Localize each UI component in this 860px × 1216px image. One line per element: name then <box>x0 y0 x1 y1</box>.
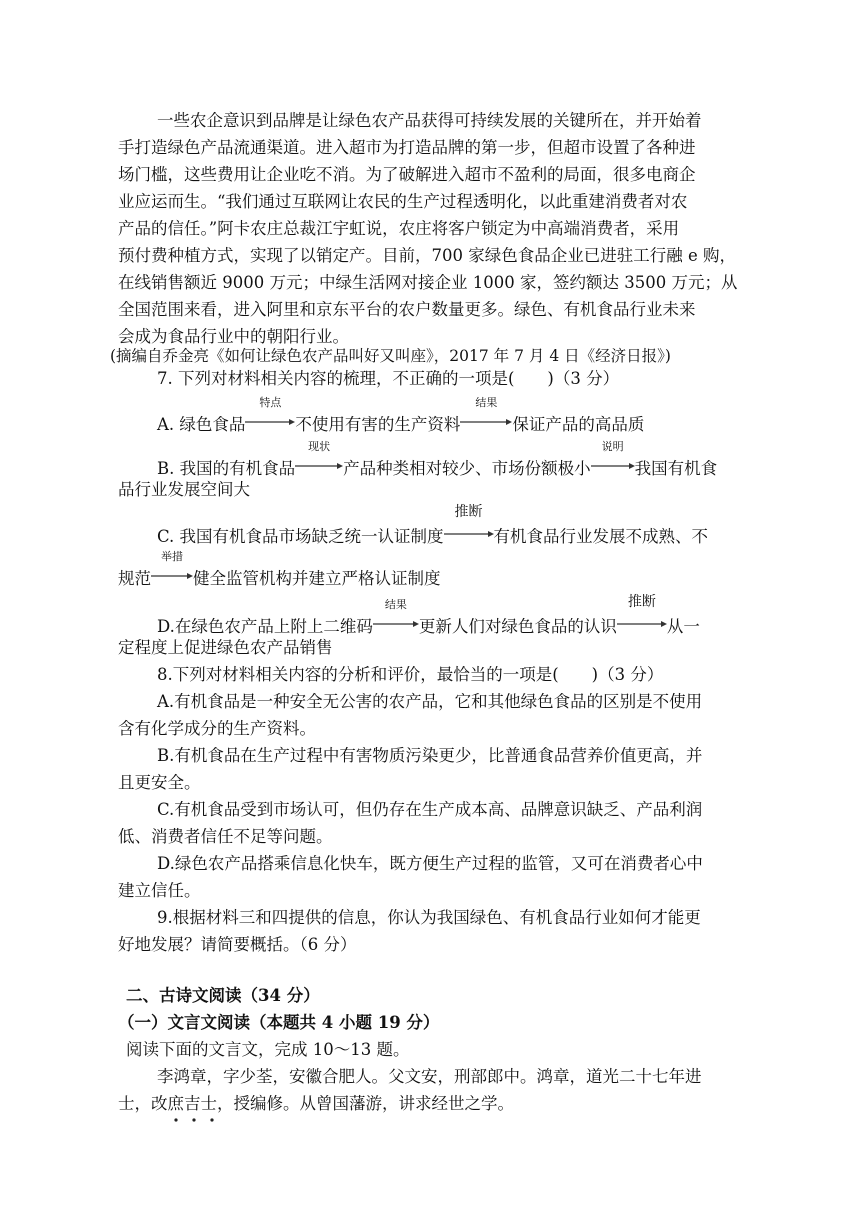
material-line-8: 全国范围来看，进入阿里和京东平台的农户数量更多。绿色、有机食品行业未来 <box>118 300 696 319</box>
material-line-4: 业应运而生。“我们通过互联网让农民的生产过程透明化，以此重建消费者对农 <box>118 192 688 211</box>
q7-c-arrow-label-1: 推断 <box>454 504 483 520</box>
q7-c-text-1: C. 我国有机食品市场缺乏统一认证制度 <box>157 527 444 546</box>
q7-c-text-2: 有机食品行业发展不成熟、不 <box>493 527 709 546</box>
q8-option-c-line-1: C.有机食品受到市场认可，但仍存在生产成本高、品牌意识缺乏、产品利润 <box>157 800 703 819</box>
arrow-icon <box>295 440 343 474</box>
q7-a-text-1: A. 绿色食品 <box>157 415 246 434</box>
q7-d-arrow-label-2: 推断 <box>627 594 656 610</box>
q7-d-text-3: 从一 <box>666 617 700 636</box>
q7-b-text-3: 我国有机食 <box>634 459 718 478</box>
q9-line-2: 好地发展？请简要概括。（6 分） <box>118 935 357 954</box>
q9-line-1: 9.根据材料三和四提供的信息，你认为我国绿色、有机食品行业如何才能更 <box>157 908 701 927</box>
emphasis-dots-icon <box>168 1117 220 1123</box>
q7-option-c-line-1 <box>157 504 709 548</box>
material-line-9: 会成为食品行业中的朝阳行业。 <box>118 327 349 346</box>
material-line-7: 在线销售额近 9000 万元；中绿生活网对接企业 1000 家，签约额达 3500 万元；从 <box>118 273 738 292</box>
reading-instruction: 阅读下面的文言文，完成 10～13 题。 <box>126 1040 410 1059</box>
arrow-icon <box>591 440 635 474</box>
q7-d-text-1: D.在绿色农产品上附上二维码 <box>157 617 373 636</box>
q7-stem: 7. 下列对材料相关内容的梳理，不正确的一项是( )（3 分） <box>157 369 620 388</box>
q7-d-arrow-label-1: 结果 <box>384 598 407 611</box>
q7-option-d-line-2: 定程度上促进绿色农产品销售 <box>118 638 333 657</box>
q7-c-text-3: 规范 <box>118 569 151 588</box>
q8-option-a-line-1: A.有机食品是一种安全无公害的农产品，它和其他绿色食品的区别是不使用 <box>157 692 703 711</box>
q7-option-a <box>157 396 645 436</box>
q7-c-arrow-label-2: 举措 <box>161 550 183 563</box>
emphasized-term-text: 庶吉士 <box>167 1094 217 1113</box>
material-line-6: 预付费种植方式，实现了以销定产。目前，700 家绿色食品企业已进驻工行融 e 购， <box>118 246 736 265</box>
q7-b-text-2: 产品种类相对较少、市场份额极小 <box>343 459 591 478</box>
classical-text-line-2 <box>118 1093 514 1115</box>
section-title: 二、古诗文阅读（34 分） <box>126 986 320 1005</box>
q8-option-b-line-1: B.有机食品在生产过程中有害物质污染更少，比普通食品营养价值更高，并 <box>157 746 703 765</box>
q7-a-arrow-label-1: 特点 <box>259 396 282 409</box>
q7-option-b-line-1 <box>157 440 718 480</box>
q8-stem: 8.下列对材料相关内容的分析和评价，最恰当的一项是( )（3 分） <box>157 665 664 684</box>
q8-option-c-line-2: 低、消费者信任不足等问题。 <box>118 827 333 846</box>
material-line-2: 手打造绿色产品流通渠道。进入超市为打造品牌的第一步，但超市设置了各种进 <box>118 138 696 157</box>
material-line-3: 场门槛，这些费用让企业吃不消。为了破解进入超市不盈利的局面，很多电商企 <box>118 165 696 184</box>
material-line-1: 一些农企意识到品牌是让绿色农产品获得可持续发展的关键所在，并开始着 <box>157 111 702 130</box>
q7-option-b-line-2: 品行业发展空间大 <box>118 480 250 499</box>
arrow-icon <box>373 598 419 632</box>
q7-a-text-3: 保证产品的高品质 <box>512 415 645 434</box>
q7-c-text-4: 健全监管机构并建立严格认证制度 <box>193 569 441 588</box>
q7-b-arrow-label-2: 说明 <box>601 440 624 453</box>
classical-text-line-1: 李鸿章，字少荃，安徽合肥人。父文安，刑部郎中。鸿章，道光二十七年进 <box>157 1067 702 1086</box>
q8-option-a-line-2: 含有化学成分的生产资料。 <box>118 719 316 738</box>
q7-option-c-line-2 <box>118 550 441 590</box>
subsection-title: （一）文言文阅读（本题共 4 小题 19 分） <box>118 1013 440 1032</box>
q7-a-text-2: 不使用有害的生产资料 <box>295 415 461 434</box>
q7-b-arrow-label-1: 现状 <box>308 440 331 453</box>
arrow-icon <box>151 550 193 584</box>
q8-option-d-line-1: D.绿色农产品搭乘信息化快车，既方便生产过程的监管，又可在消费者心中 <box>157 854 703 873</box>
arrow-icon <box>444 504 494 542</box>
classical-text-2c: ，授编修。从曾国藩游，讲求经世之学。 <box>217 1094 514 1113</box>
q8-option-b-line-2: 且更安全。 <box>118 773 201 792</box>
q8-option-d-line-2: 建立信任。 <box>118 881 201 900</box>
emphasized-term <box>168 1093 218 1115</box>
material-line-5: 产品的信任。”阿卡农庄总裁江宇虹说，农庄将客户锁定为中高端消费者，采用 <box>118 219 680 238</box>
arrow-icon <box>245 396 295 430</box>
arrow-icon <box>617 594 667 632</box>
classical-text-2a: 士，改 <box>118 1094 168 1113</box>
q7-option-d-line-1 <box>157 594 700 638</box>
arrow-icon <box>460 396 512 430</box>
q7-d-text-2: 更新人们对绿色食品的认识 <box>418 617 617 636</box>
source-note: (摘编自乔金亮《如何让绿色农产品叫好又叫座》，2017 年 7 月 4 日《经济日报》) <box>110 347 671 365</box>
q7-a-arrow-label-2: 结果 <box>475 396 498 409</box>
q7-b-text-1: B. 我国的有机食品 <box>157 459 296 478</box>
